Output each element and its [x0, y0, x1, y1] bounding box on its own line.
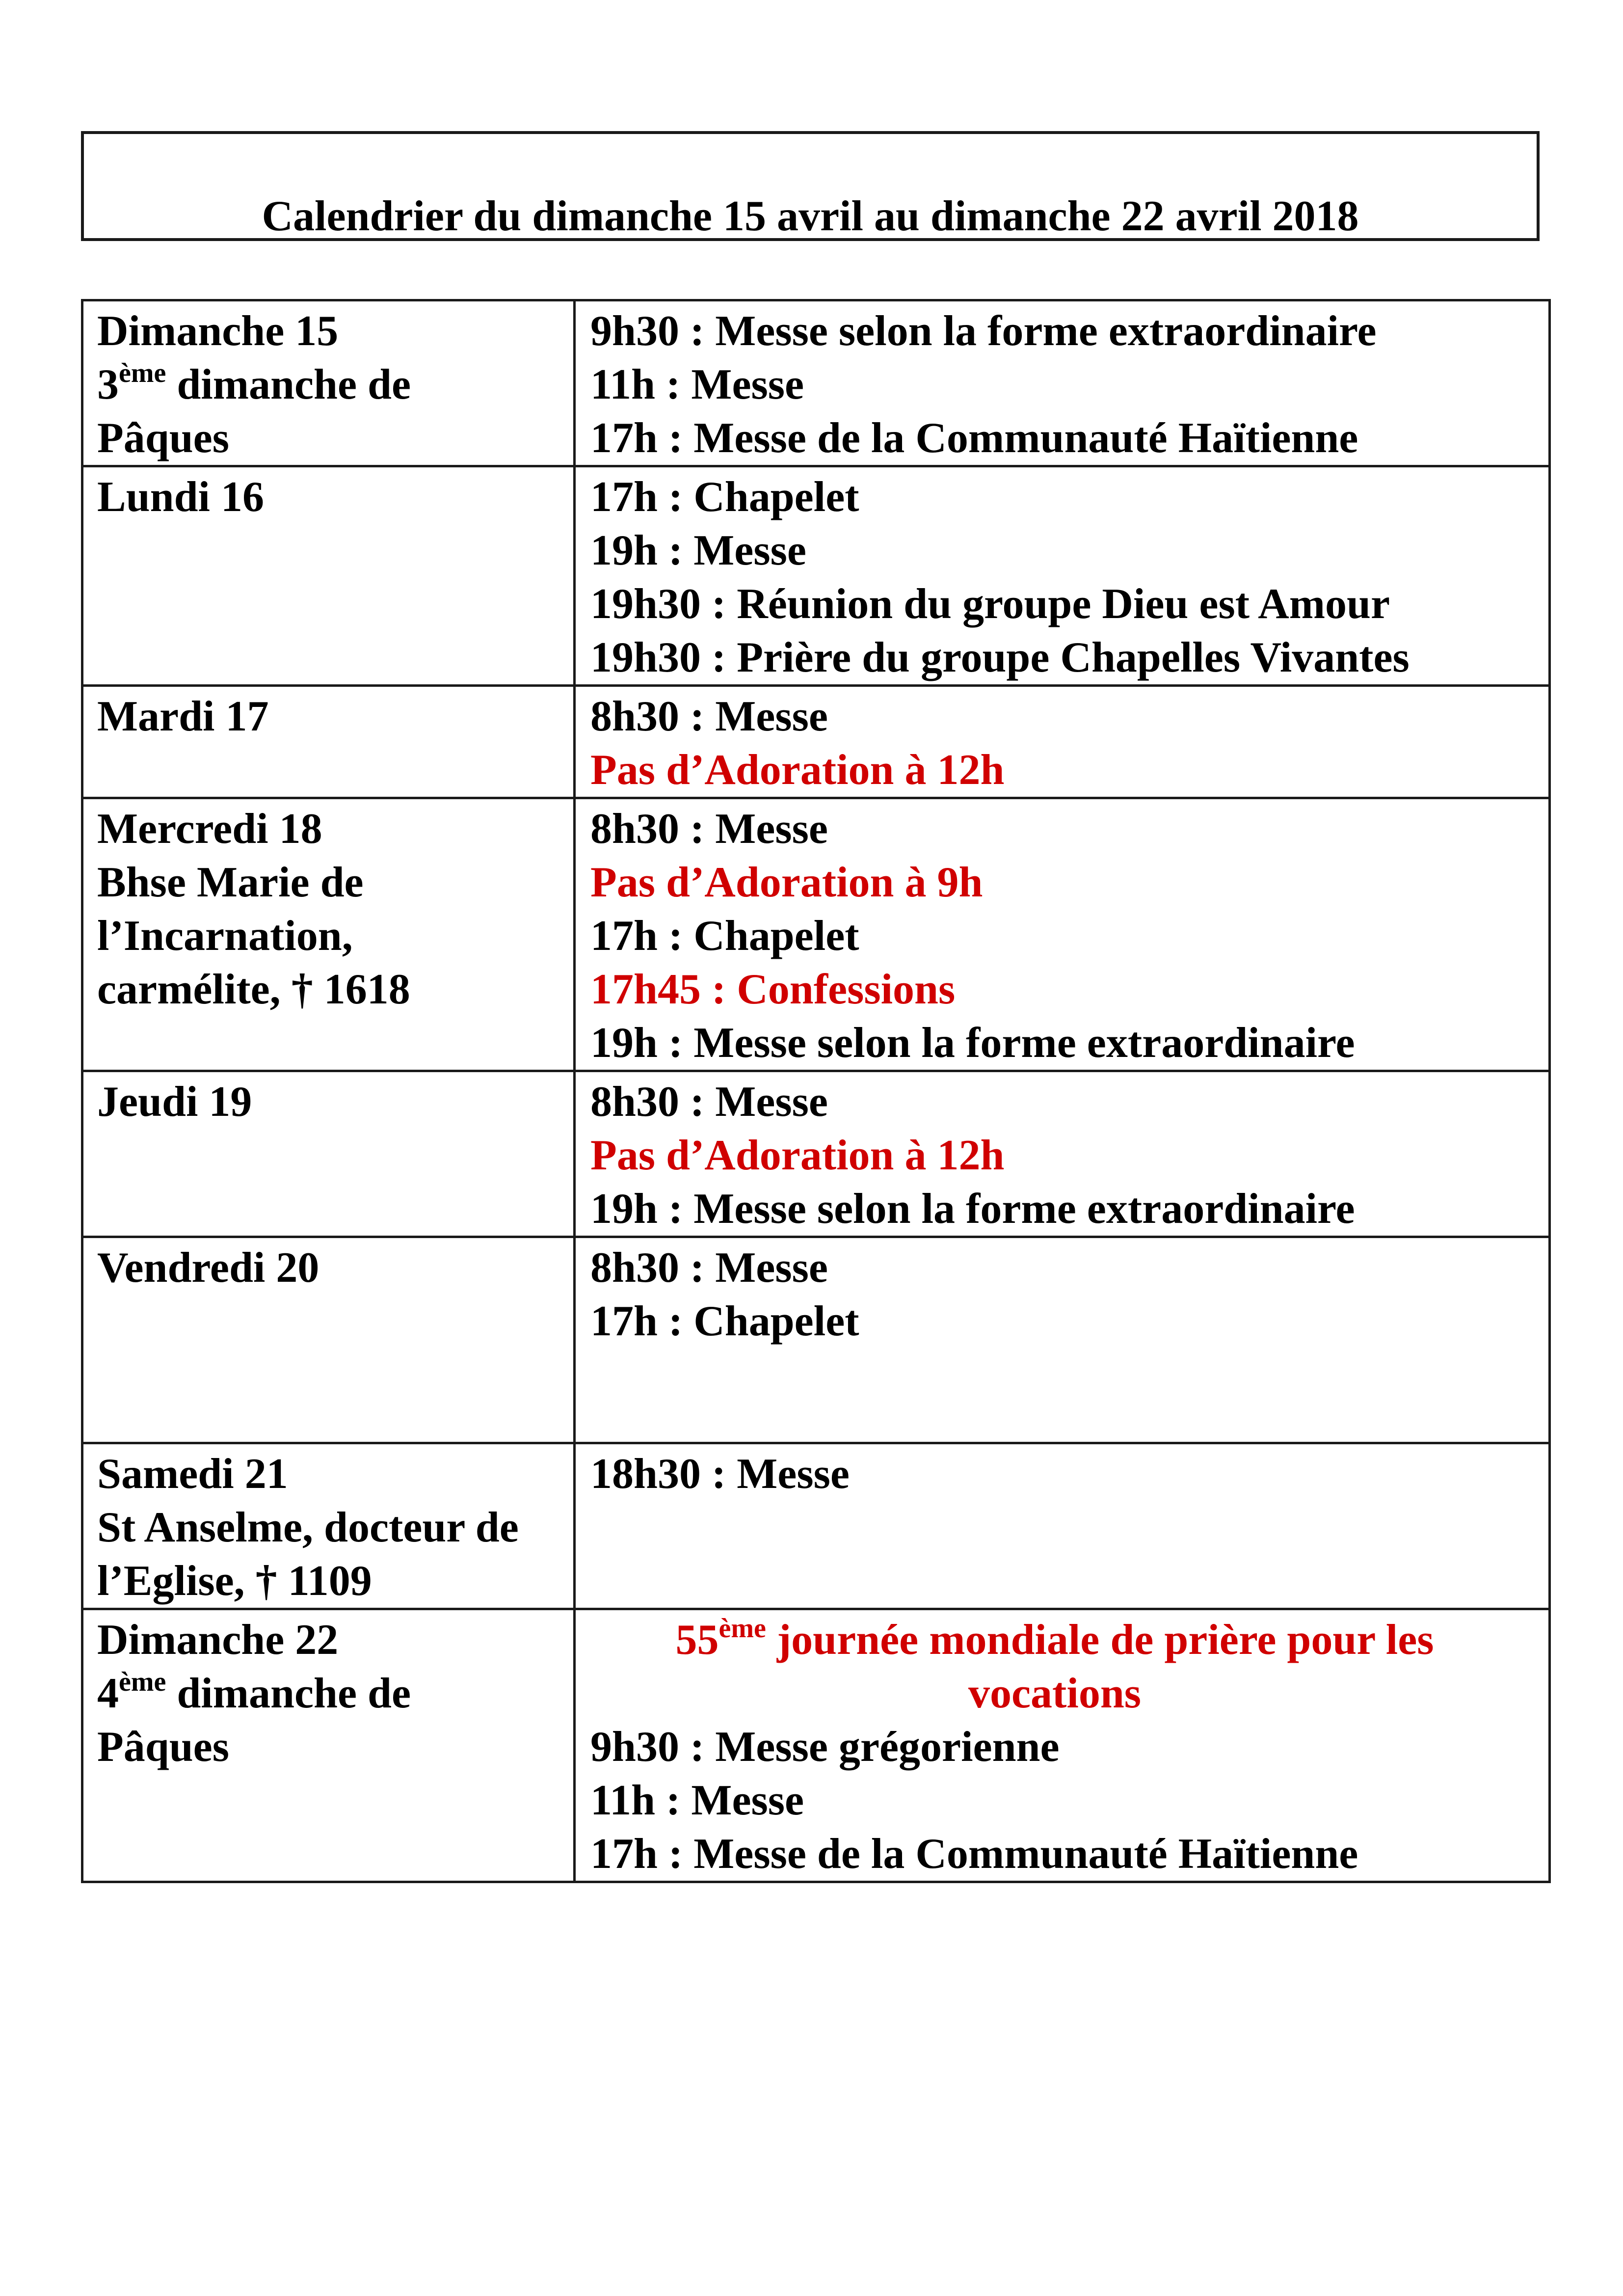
ordinal-number: 3 — [97, 361, 119, 408]
events-cell — [575, 1609, 1550, 1882]
event-notice: 17h45 : Confessions — [590, 966, 956, 1013]
day-subtitle-line: l’Eglise, † 1109 — [97, 1557, 372, 1605]
day-name: Samedi 21 — [97, 1450, 288, 1498]
event-item: 19h : Messe selon la forme extraordinaire — [590, 1019, 1355, 1067]
events-cell — [575, 466, 1550, 686]
day-subtitle-line: Pâques — [97, 414, 229, 462]
event-item: 19h30 : Réunion du groupe Dieu est Amour — [590, 580, 1390, 628]
day-cell — [82, 1443, 575, 1609]
day-subtitle-line: l’Incarnation, — [97, 912, 353, 960]
event-item: 8h30 : Messe — [590, 1244, 828, 1292]
day-subtitle-line: Pâques — [97, 1723, 229, 1771]
event-notice: Pas d’Adoration à 9h — [590, 859, 983, 906]
day-name: Lundi 16 — [97, 473, 264, 521]
day-cell — [82, 1609, 575, 1882]
day-cell — [82, 300, 575, 466]
day-name: Mardi 17 — [97, 693, 269, 740]
page-title: Calendrier du dimanche 15 avril au dimanche 22 avril 2018 — [262, 192, 1359, 240]
calendar-table — [81, 299, 1551, 1883]
title-box — [81, 131, 1540, 241]
calendar-row — [82, 300, 1550, 466]
calendar-row — [82, 1443, 1550, 1609]
ordinal-suffix: ème — [119, 358, 166, 388]
event-notice: Pas d’Adoration à 12h — [590, 1132, 1005, 1179]
event-item: 17h : Chapelet — [590, 473, 859, 521]
day-cell — [82, 1071, 575, 1237]
event-item: 17h : Chapelet — [590, 912, 859, 960]
day-subtitle-line: Bhse Marie de — [97, 859, 364, 906]
day-cell — [82, 1237, 575, 1443]
announcement-suffix: ème — [718, 1613, 766, 1644]
events-cell — [575, 1071, 1550, 1237]
day-subtitle-line: St Anselme, docteur de — [97, 1504, 519, 1551]
event-item: 19h : Messe — [590, 527, 806, 574]
day-subtitle-line — [97, 358, 573, 411]
event-item: 17h : Chapelet — [590, 1297, 859, 1345]
calendar-row — [82, 1237, 1550, 1443]
calendar-row — [82, 1609, 1550, 1882]
announcement-line — [590, 1613, 1548, 1667]
event-item: 19h : Messe selon la forme extraordinaire — [590, 1185, 1355, 1233]
ordinal-number: 4 — [97, 1670, 119, 1717]
day-subtitle-text: dimanche de — [166, 361, 411, 408]
day-subtitle-text: dimanche de — [166, 1670, 411, 1717]
day-cell — [82, 466, 575, 686]
calendar-row — [82, 686, 1550, 798]
events-cell — [575, 300, 1550, 466]
day-name: Mercredi 18 — [97, 805, 322, 853]
day-subtitle-line: carmélite, † 1618 — [97, 966, 410, 1013]
ordinal-suffix: ème — [119, 1667, 166, 1697]
day-cell — [82, 686, 575, 798]
event-item: 19h30 : Prière du groupe Chapelles Vivantes — [590, 634, 1410, 681]
calendar-row — [82, 466, 1550, 686]
day-name: Vendredi 20 — [97, 1244, 319, 1292]
event-item: 9h30 : Messe grégorienne — [590, 1723, 1060, 1771]
announcement-number: 55 — [675, 1616, 719, 1664]
event-item: 9h30 : Messe selon la forme extraordinaire — [590, 307, 1377, 355]
announcement-line: vocations — [968, 1670, 1141, 1717]
announcement-text: journée mondiale de prière pour les — [766, 1616, 1434, 1664]
event-item: 8h30 : Messe — [590, 805, 828, 853]
event-item: 18h30 : Messe — [590, 1450, 850, 1498]
calendar-row — [82, 1071, 1550, 1237]
calendar-row — [82, 798, 1550, 1071]
events-cell — [575, 1237, 1550, 1443]
event-notice: Pas d’Adoration à 12h — [590, 746, 1005, 794]
day-subtitle-line — [97, 1667, 573, 1720]
event-item: 8h30 : Messe — [590, 693, 828, 740]
events-cell — [575, 798, 1550, 1071]
day-name: Dimanche 22 — [97, 1616, 339, 1664]
event-item: 11h : Messe — [590, 361, 804, 408]
events-cell — [575, 686, 1550, 798]
events-cell — [575, 1443, 1550, 1609]
day-name: Jeudi 19 — [97, 1078, 252, 1126]
event-item: 17h : Messe de la Communauté Haïtienne — [590, 414, 1358, 462]
day-name: Dimanche 15 — [97, 307, 339, 355]
day-cell — [82, 798, 575, 1071]
event-item: 11h : Messe — [590, 1777, 804, 1824]
event-item: 8h30 : Messe — [590, 1078, 828, 1126]
event-item: 17h : Messe de la Communauté Haïtienne — [590, 1830, 1358, 1878]
